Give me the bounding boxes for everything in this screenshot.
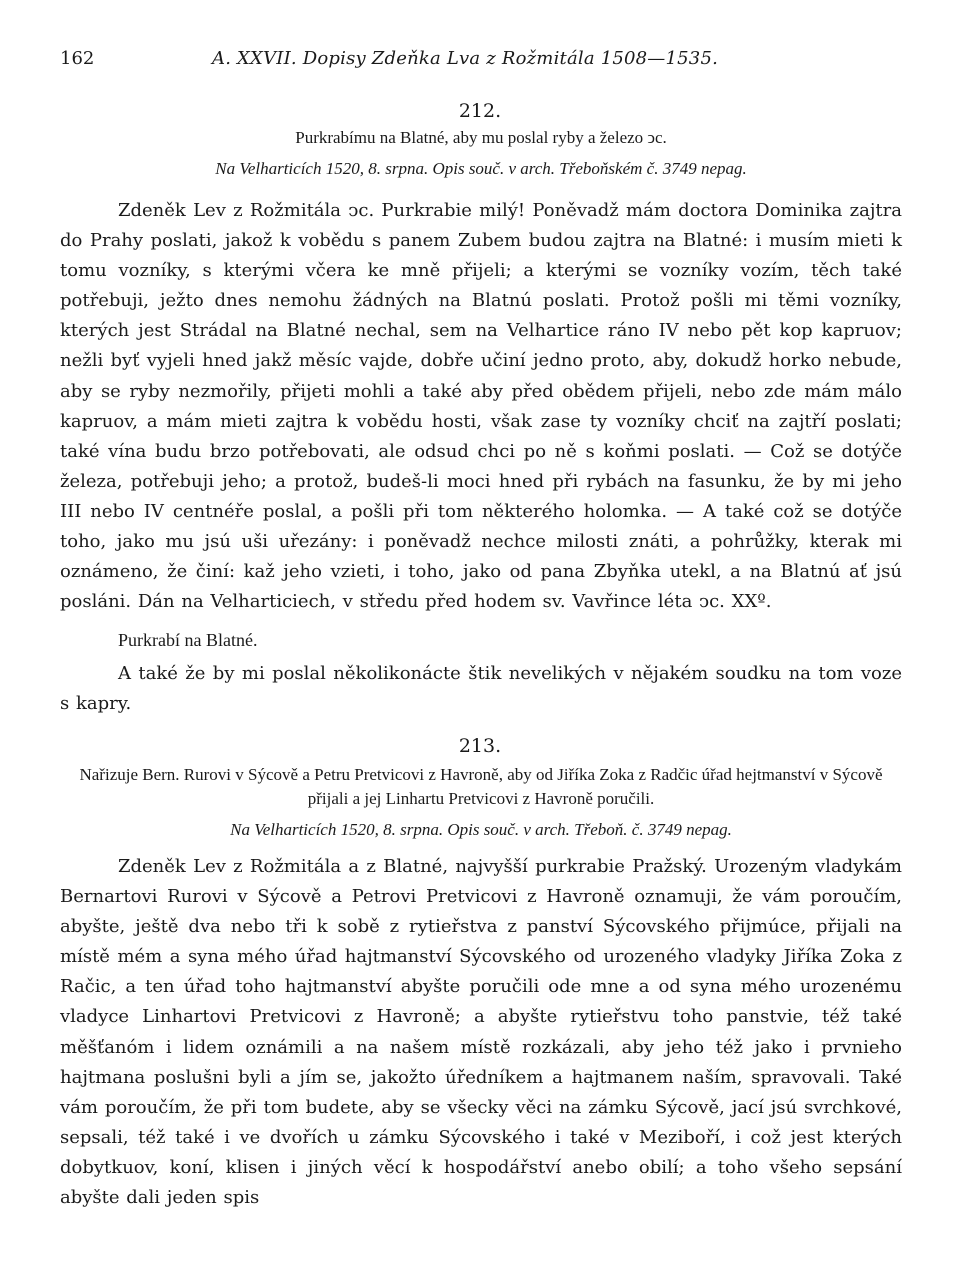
letter-212-postscript: A také že by mi poslal několikonácte štik nevelikých v nějakém soudku na tom voze s kapry. — [60, 663, 902, 715]
letter-212-signature: Purkrabí na Blatné. — [118, 630, 258, 650]
running-head — [60, 48, 902, 74]
letter-212-paragraph: Zdeněk Lev z Rožmitála ͻc. Purkrabie milý! Poněvadž mám doctora Dominika zajtra do Prahy poslati, jakož k vobědu s panem Zubem budou zajtra na Blatné: i musím mieti k tomu vozníky, s kterými včera ke mně přijeli; a kterými se vozníky vozím, těch také potřebuji, ježto dnes nemohu žádných na Blatnú poslati. Protož pošli mi těmi vozníky, kterých jest Strádal na Blatné nechal, sem na Velhartice ráno IV nebo pět kop kapruov; nežli byť vyjeli hned jakž měsíc vajde, dobře učiní jedno proto, aby, dokudž horko nebude, aby se ryby nezmořily, přijeti mohli a také aby před obědem přijeli, nebo zde mám málo kapruov, a mám mieti zajtra k vobědu hosti, však zase ty vozníky chciť na zajtří poslati; také vína budu brzo potřebovati, ale odsud chci po ně s koňmi poslati. — Což se dotýče železa, potřebuji jeho; a protož, budeš-li moci hned při rybách na fasunku, že by mi jeho III nebo IV centnéře poslal, a pošli při tom některého holomka. — A také což se dotýče toho, jako mu jsú uši uřezány: i poněvadž nechce milosti znáti, a pohrůžky, kterak mi oznámeno, že činí: kaž jeho vzieti, i toho, jako od pana Zbyňka utekl, a na Blatnú ať jsú posláni. Dán na Velharticiech, v středu před hodem sv. Vavřince léta ͻc. XXº. — [60, 200, 902, 613]
letter-212-body — [60, 196, 902, 617]
letter-212-postscript-block — [60, 659, 902, 719]
letter-213-number: 213. — [458, 735, 502, 757]
page-number: 162 — [60, 48, 95, 69]
letter-213-paragraph: Zdeněk Lev z Rožmitála a z Blatné, najvyšší purkrabie Pražský. Urozeným vladykám Bernartovi Rurovi v Sýcově a Petrovi Pretvicovi z Havroně oznamuji, že vám poroučím, abyšte, ještě dva nebo tři k sobě z rytieřstva z panství Sýcovského přijmúce, přijali na místě mém a syna mého úřad hajtmanství Sýcovského od urozeného vladyky Jiříka Zoka z Račic, a ten úřad toho hajtmanství abyšte poručili ode mne a od syna mého urozenému vladyce Linhartovi Pretvicovi z Havroně; a abyšte rytieřstvu toho panstvie, též také měšťanóm i lidem oznámili a na našem místě rozkázali, aby jeho též jako i prvnieho hajtmana poslušni byli a jím se, jakožto úředníkem a hajtmanem naším, spravovali. Také vám poroučím, že při tom budete, aby se všecky věci na zámku Sýcově, jací jsú svrchkové, sepsali, též také i ve dvořích u zámku Sýcovského i také v Meziboří, i což jest kterých dobytkuov, koní, klisen i jiných věcí k hospodářství anebo obilí; a toho všeho sepsání abyšte dali jeden spis — [60, 856, 902, 1209]
letter-213-body — [60, 852, 902, 1213]
letter-213-summary: Nařizuje Bern. Rurovi v Sýcově a Petru Pretvicovi z Havroně, aby od Jiříka Zoka z Radčic úřad hejtmanství v Sýcově přijali a jej Linhartu Pretvicovi z Havroně poručili. — [79, 765, 883, 808]
letter-212-number: 212. — [458, 100, 502, 122]
letter-212-summary: Purkrabímu na Blatné, aby mu poslal ryby a železo ͻc. — [295, 128, 667, 147]
letter-212-source: Na Velharticích 1520, 8. srpna. Opis souč. v arch. Třeboňském č. 3749 nepag. — [215, 159, 747, 178]
running-title: A. XXVII. Dopisy Zdeňka Lva z Rožmitála 1508—1535. — [212, 48, 719, 69]
letter-213-source: Na Velharticích 1520, 8. srpna. Opis souč. v arch. Třeboň. č. 3749 nepag. — [230, 820, 732, 839]
